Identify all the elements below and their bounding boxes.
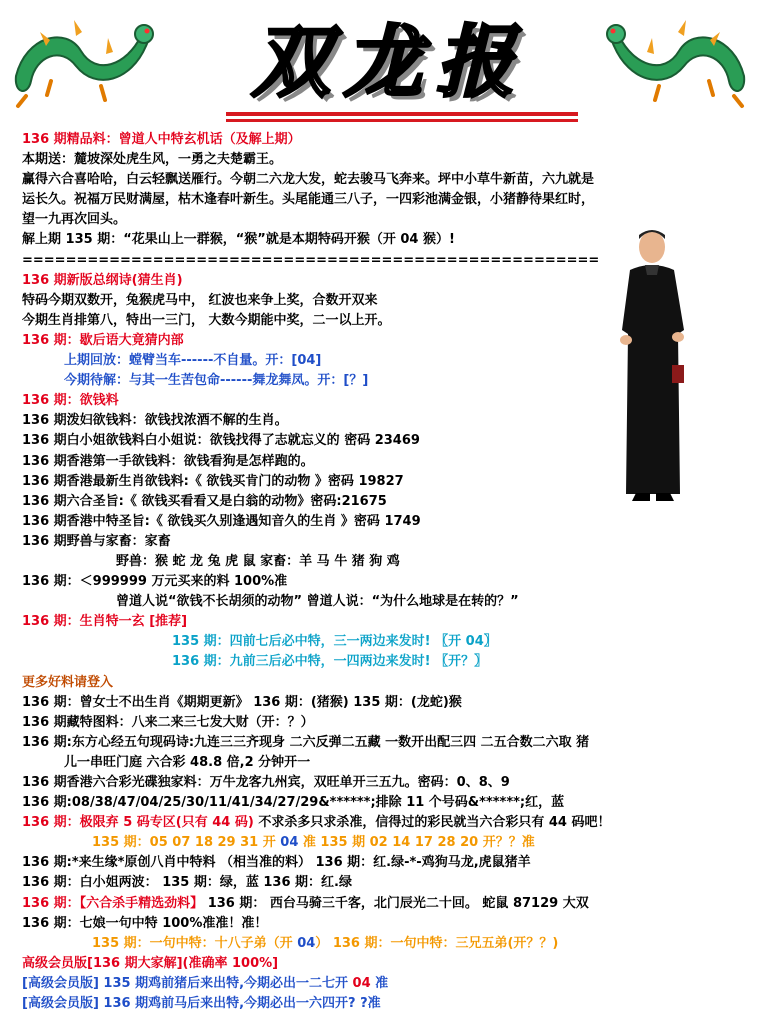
text-segment: 运长久。祝福万民财满屋，枯木逢春叶新生。头尾能通三八子，一四彩池满金银，小猪静待果红时， <box>22 192 595 208</box>
text-segment: 136 期：白小姐两波： 135 期：绿，蓝 136 期：红.绿 <box>22 875 352 891</box>
header <box>0 0 760 130</box>
text-segment: 望一九再次回头。 <box>22 212 127 228</box>
text-segment: 曾道人说“欲钱不长胡须的动物” 曾道人说：“为什么地球是在转的？” <box>116 594 519 610</box>
text-segment: 04 <box>352 975 371 991</box>
text-line <box>22 351 742 371</box>
text-line <box>22 130 742 150</box>
text-line <box>22 291 742 311</box>
text-segment: 儿一串旺门庭 六合彩 48.8 倍,2 分钟开一 <box>64 754 311 770</box>
text-segment: 136 期六合圣旨:《 欲钱买看看又是白翁的动物》密码:21675 <box>22 493 387 509</box>
text-segment: 136 期精品料：曾道人中特玄机话（及解上期） <box>22 132 301 147</box>
text-line <box>22 532 742 552</box>
text-segment: 136 期香港中特圣旨:《 欲钱买久别逢遇知音久的生肖 》密码 1749 <box>22 513 421 529</box>
text-line <box>22 251 742 271</box>
text-segment: 136 期:*来生缘*原创八肖中特料 （相当准的料） 136 期：红.绿-*-鸡狗马龙,虎鼠猪羊 <box>22 855 531 871</box>
text-segment: 136 期泼妇欲钱料：欲钱找浓酒不解的生肖。 <box>22 413 288 429</box>
text-segment: ） 136 期：一句中特：三兄五弟(开？？) <box>315 935 559 951</box>
text-line <box>22 894 742 914</box>
text-segment: 136 期：极限弃 5 码专区(只有 44 码) <box>22 815 254 831</box>
text-segment: 04 <box>297 935 316 951</box>
text-segment: 136 期：歇后语大竟猜内部 <box>22 332 184 348</box>
text-line <box>22 552 742 572</box>
text-segment: 136 期： 西台马骑三千客，北门辰光二十回。 蛇鼠 87129 大双 <box>203 895 589 911</box>
text-segment: 04 <box>280 835 299 851</box>
text-segment: 136 期：九前三后必中特，一四两边来发时! 〖开？〗 <box>172 654 488 670</box>
text-segment: 本期送：麓坡深处虎生风，一勇之夫楚霸王。 <box>22 152 283 168</box>
text-line <box>22 813 742 833</box>
text-segment: 136 期：曾女士不出生肖《期期更新》 136 期：(猪猴) 135 期：(龙蛇)猴 <box>22 694 462 710</box>
text-segment: 136 期：欲钱料 <box>22 393 119 409</box>
text-segment: 136 期藏特图料：八来二来三七发大财（开：？） <box>22 714 314 730</box>
text-line <box>22 210 742 230</box>
text-line <box>22 693 742 713</box>
text-line <box>22 230 742 250</box>
text-segment: 高级会员版[136 期大家解](准确率 100%] <box>22 955 279 971</box>
text-line <box>22 914 742 934</box>
text-segment: 136 期：【六合杀手精选劲料】 <box>22 895 204 911</box>
text-line <box>22 673 742 693</box>
text-segment: 136 期香港第一手欲钱料：欲钱看狗是怎样跑的。 <box>22 453 314 469</box>
text-line <box>22 853 742 873</box>
text-line <box>22 271 742 291</box>
text-segment: 136 期:08/38/47/04/25/30/11/41/34/27/29&******;排除 11 个号码&******;红，蓝 <box>22 795 565 811</box>
text-line <box>22 391 742 411</box>
text-line <box>22 512 742 532</box>
text-line <box>22 331 742 351</box>
text-line <box>22 612 742 632</box>
text-line <box>22 753 742 773</box>
text-segment: 136 期：生肖特一玄 [推荐] <box>22 614 188 630</box>
text-line <box>22 833 742 853</box>
page-title: 双龙报 <box>251 17 528 108</box>
text-line <box>22 592 742 612</box>
text-line <box>22 431 742 451</box>
text-line <box>22 472 742 492</box>
text-line <box>22 773 742 793</box>
title-underline <box>226 112 578 116</box>
text-segment: 更多好料请登入 <box>22 674 114 690</box>
dragon-right-icon <box>604 6 754 116</box>
text-segment: 135 期：05 07 18 29 31 开 <box>92 835 281 851</box>
text-line <box>22 572 742 592</box>
text-line <box>22 371 742 391</box>
text-line <box>22 713 742 733</box>
text-segment: 135 期：四前七后必中特，三一两边来发时! 〖开 04〗 <box>172 634 497 650</box>
text-line <box>22 793 742 813</box>
title-underline <box>226 119 578 122</box>
text-line <box>22 994 742 1014</box>
text-segment: ===================================================== <box>22 252 600 268</box>
text-line <box>22 411 742 431</box>
text-line <box>22 652 742 672</box>
article-body <box>22 130 742 1014</box>
text-segment: 136 期野兽与家畜：家畜 <box>22 533 171 549</box>
text-segment: 准 135 期 02 14 17 28 20 开？？准 <box>298 835 535 851</box>
text-segment: 136 期:东方心经五句现码诗:九连三三齐现身 二六反弹二五藏 一数开出配三四 二五合数二六取 猪 <box>22 734 590 750</box>
text-segment: 136 期：七娘一句中特 100%准准！准！ <box>22 915 268 931</box>
text-segment: [高级会员版] 135 期鸡前猪后来出特,今期必出一二七开 <box>22 975 353 991</box>
text-line <box>22 190 742 210</box>
text-segment: 136 期香港六合彩光碟独家料：万牛龙客九州宾，双旺单开三五九。密码：0、8、9 <box>22 775 510 790</box>
text-line <box>22 150 742 170</box>
text-segment: 136 期香港最新生肖欲钱料:《 欲钱买肯门的动物 》密码 19827 <box>22 473 404 489</box>
text-line <box>22 632 742 652</box>
text-segment: 136 期白小姐欲钱料白小姐说：欲钱找得了志就忘义的 密码 23469 <box>22 433 420 449</box>
text-segment: 135 期：一句中特：十八子弟（开 <box>92 935 298 951</box>
text-line <box>22 452 742 472</box>
text-line <box>22 492 742 512</box>
text-segment: 今期生肖排第八，特出一三门， 大数今期能中奖，二一以上开。 <box>22 312 391 328</box>
text-line <box>22 170 742 190</box>
text-segment: 今期待解：与其一生苦包命------舞龙舞凤。开：[？] <box>64 373 369 389</box>
text-line <box>22 311 742 331</box>
text-segment: 解上期 135 期：“花果山上一群猴，“猴”就是本期特码开猴（开 04 猴）! <box>22 232 455 248</box>
text-segment: 赢得六合喜哈哈，白云轻飘送雁行。今朝二六龙大发，蛇去骏马飞奔来。坪中小草牛新苗，六九就是 <box>22 172 595 188</box>
text-line <box>22 733 742 753</box>
text-line <box>22 974 742 994</box>
text-segment: 准 <box>370 975 389 991</box>
text-segment: [高级会员版] 136 期鸡前马后来出特,今期必出一六四开? ?准 <box>22 996 381 1012</box>
text-line <box>22 934 742 954</box>
text-segment: 野兽：猴 蛇 龙 兔 虎 鼠 家畜：羊 马 牛 猪 狗 鸡 <box>116 553 400 569</box>
text-line <box>22 954 742 974</box>
text-segment: 不求杀多只求杀准，信得过的彩民就当六合彩只有 44 码吧！ <box>253 815 611 831</box>
text-segment: 特码今期双数开，兔猴虎马中， 红波也来争上奖，合数开双来 <box>22 292 378 308</box>
text-segment: 136 期新版总纲诗(猜生肖) <box>22 272 183 288</box>
text-segment: 136 期：＜999999 万元买来的料 100%准 <box>22 574 288 590</box>
text-segment: 上期回放：螳臂当车------不自量。开：[04] <box>64 353 322 369</box>
dragon-left-icon <box>6 6 156 116</box>
text-line <box>22 873 742 893</box>
